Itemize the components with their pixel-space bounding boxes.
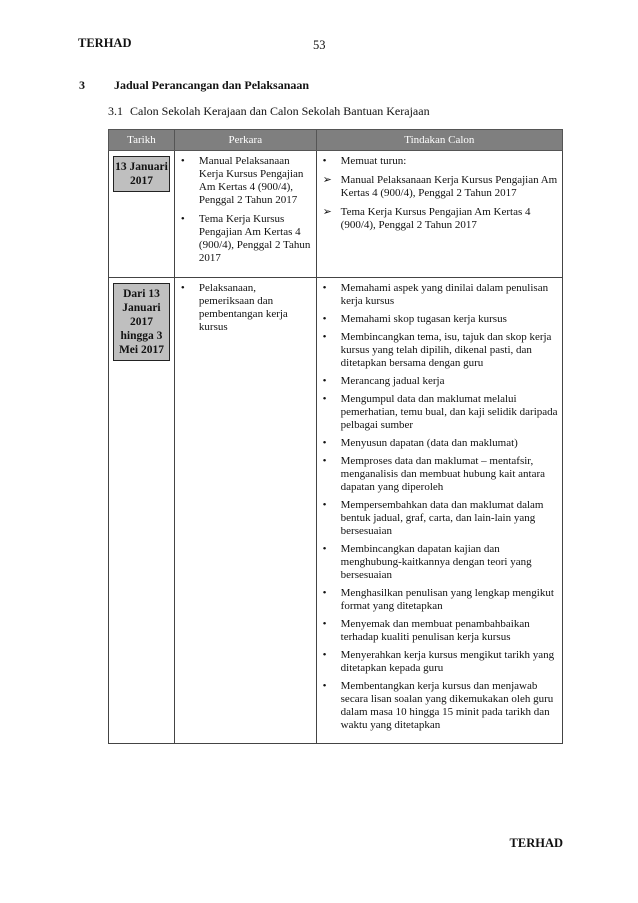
list-item xyxy=(321,331,558,370)
list-item-text: Membincangkan tema, isu, tajuk dan skop kerja kursus yang telah dipilih, dikenal pasti, dan ditetapkan bersama dengan guru xyxy=(340,331,552,369)
bullet-icon: • xyxy=(322,375,327,387)
list-item-text: Menghasilkan penulisan yang lengkap mengikut format yang ditetapkan xyxy=(340,587,554,612)
list-item-text: Memahami skop tugasan kerja kursus xyxy=(340,313,507,325)
bullet-icon: • xyxy=(180,213,185,225)
list-item xyxy=(321,437,558,450)
schedule-table xyxy=(108,129,563,744)
bullet-icon: • xyxy=(322,587,327,599)
bullet-icon: • xyxy=(322,543,327,555)
bullet-icon: • xyxy=(180,155,185,167)
section-heading xyxy=(79,78,309,93)
list-item xyxy=(321,375,558,388)
date-box: Dari 13 Januari 2017 hingga 3 Mei 2017 xyxy=(113,283,170,361)
list-item xyxy=(321,455,558,494)
page-number: 53 xyxy=(313,38,326,52)
footer-classification: TERHAD xyxy=(509,836,563,850)
header-perkara: Perkara xyxy=(174,130,316,151)
header-tindakan-calon: Tindakan Calon xyxy=(316,130,562,151)
list-item-text: Pelaksanaan, pemeriksaan dan pembentangan kerja kursus xyxy=(198,282,288,333)
list-item-text: Menyerahkan kerja kursus mengikut tarikh yang ditetapkan kepada guru xyxy=(340,649,555,674)
list-item xyxy=(321,649,558,675)
list-item xyxy=(179,155,312,207)
bullet-icon: • xyxy=(322,618,327,630)
date-box: 13 Januari 2017 xyxy=(113,156,170,192)
tindakan-cell xyxy=(316,151,562,278)
list-item-text: Merancang jadual kerja xyxy=(340,375,445,387)
list-item xyxy=(321,543,558,582)
date-cell xyxy=(109,151,175,278)
arrow-bullet-icon: ➢ xyxy=(322,174,332,186)
list-item-text: Tema Kerja Kursus Pengajian Am Kertas 4 (900/4), Penggal 2 Tahun 2017 xyxy=(340,206,531,231)
list-item xyxy=(321,155,558,168)
list-item xyxy=(321,499,558,538)
section-title: Jadual Perancangan dan Pelaksanaan xyxy=(114,78,310,92)
bullet-icon: • xyxy=(322,313,327,325)
table-row xyxy=(109,151,563,278)
list-item-text: Tema Kerja Kursus Pengajian Am Kertas 4 (900/4), Penggal 2 Tahun 2017 xyxy=(198,213,311,264)
subsection-title: Calon Sekolah Kerajaan dan Calon Sekolah Bantuan Kerajaan xyxy=(130,104,430,118)
header-classification: TERHAD xyxy=(78,36,132,50)
list-item xyxy=(321,587,558,613)
subsection-number: 3.1 xyxy=(108,104,123,118)
bullet-icon: • xyxy=(322,331,327,343)
list-item xyxy=(321,313,558,326)
table-row xyxy=(109,278,563,744)
list-item-text: Memahami aspek yang dinilai dalam penulisan kerja kursus xyxy=(340,282,549,307)
perkara-cell xyxy=(174,278,316,744)
bullet-icon: • xyxy=(322,680,327,692)
list-item-text: Manual Pelaksanaan Kerja Kursus Pengajian Am Kertas 4 (900/4), Penggal 2 Tahun 2017 xyxy=(198,155,304,206)
list-item xyxy=(321,174,558,200)
table-header-row xyxy=(109,130,563,151)
list-item xyxy=(321,618,558,644)
header-tarikh: Tarikh xyxy=(109,130,175,151)
tindakan-cell xyxy=(316,278,562,744)
list-item-text: Memproses data dan maklumat – mentafsir, menganalisis dan membuat hubung kait antara dapatan yang diperoleh xyxy=(340,455,546,493)
date-cell xyxy=(109,278,175,744)
list-item xyxy=(321,206,558,232)
list-item xyxy=(179,282,312,334)
list-item xyxy=(321,680,558,732)
list-item-text: Mempersembahkan data dan maklumat dalam bentuk jadual, graf, carta, dan lain-lain yang bersesuaian xyxy=(340,499,544,537)
list-item xyxy=(179,213,312,265)
list-item-text: Membentangkan kerja kursus dan menjawab secara lisan soalan yang dikemukakan oleh guru dalam masa 10 hingga 15 minit pada tarikh dan waktu yang ditetapkan xyxy=(340,680,554,731)
arrow-bullet-icon: ➢ xyxy=(322,206,332,218)
bullet-icon: • xyxy=(322,155,327,167)
bullet-icon: • xyxy=(322,437,327,449)
list-item-text: Menyemak dan membuat penambahbaikan terhadap kualiti penulisan kerja kursus xyxy=(340,618,530,643)
list-item-text: Menyusun dapatan (data dan maklumat) xyxy=(340,437,518,449)
list-item-text: Manual Pelaksanaan Kerja Kursus Pengajian Am Kertas 4 (900/4), Penggal 2 Tahun 2017 xyxy=(340,174,558,199)
bullet-icon: • xyxy=(322,282,327,294)
list-item xyxy=(321,282,558,308)
list-item xyxy=(321,393,558,432)
list-item-text: Membincangkan dapatan kajian dan menghubung-kaitkannya dengan teori yang bersesuaian xyxy=(340,543,532,581)
bullet-icon: • xyxy=(180,282,185,294)
section-number: 3 xyxy=(79,78,85,92)
subsection-heading xyxy=(108,104,430,119)
bullet-icon: • xyxy=(322,649,327,661)
bullet-icon: • xyxy=(322,455,327,467)
list-item-text: Mengumpul data dan maklumat melalui pemerhatian, temu bual, dan kaji selidik daripada pelbagai sumber xyxy=(340,393,558,431)
perkara-cell xyxy=(174,151,316,278)
list-item-text: Memuat turun: xyxy=(340,155,407,167)
bullet-icon: • xyxy=(322,393,327,405)
bullet-icon: • xyxy=(322,499,327,511)
